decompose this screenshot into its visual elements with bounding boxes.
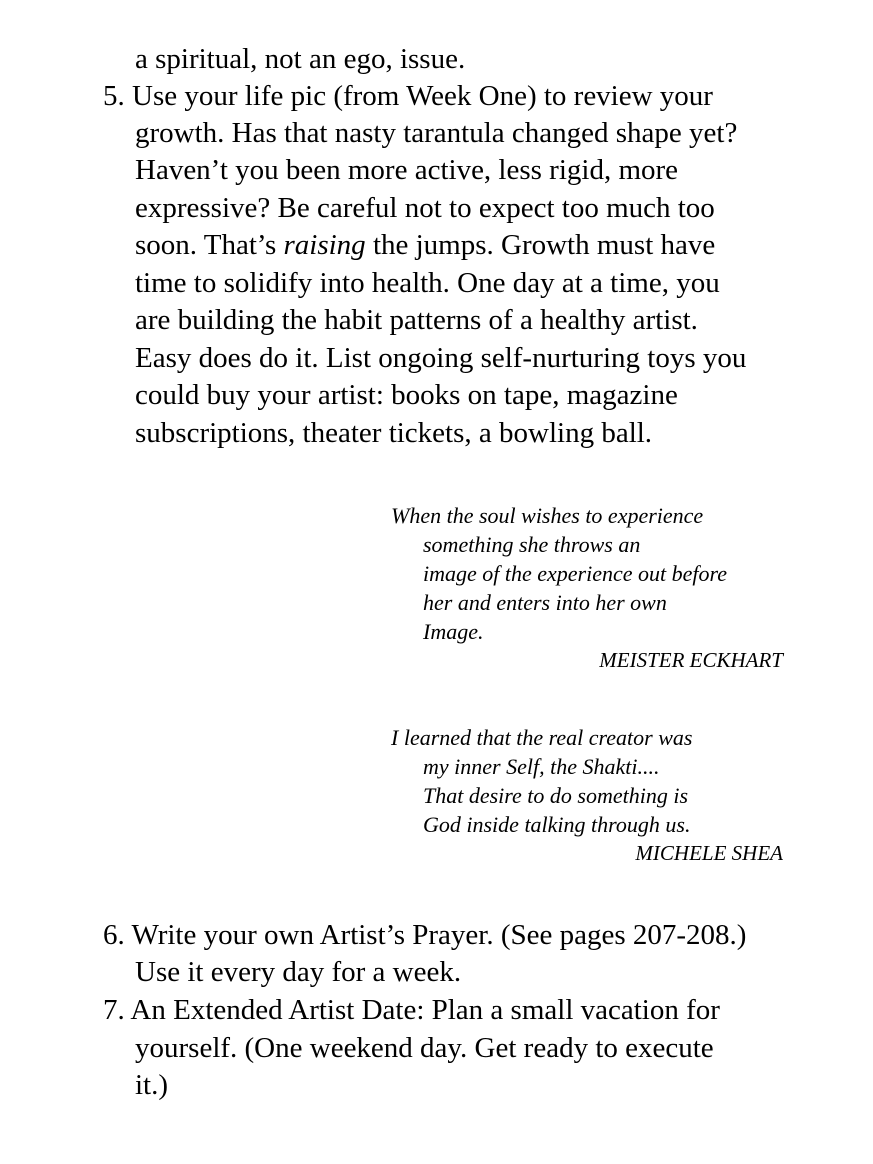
intro-line: a spiritual, not an ego, issue.	[135, 43, 466, 75]
task-number: 6.	[103, 919, 125, 951]
task-text: An Extended Artist Date: Plan a small vacation for	[130, 994, 720, 1026]
quote-line: I learned that the real creator was	[391, 725, 693, 750]
task-item-5-line-5	[135, 227, 715, 264]
quote-author: MICHELE SHEA	[635, 841, 783, 865]
task-item-7-line-2: yourself. (One weekend day. Get ready to execute	[135, 1032, 714, 1064]
task-number: 7.	[103, 994, 125, 1026]
task-item-5-line-4: expressive? Be careful not to expect too much too	[135, 192, 715, 224]
task-number: 5.	[103, 80, 125, 112]
task-item-7-line-3: it.)	[135, 1069, 169, 1101]
quote-line: my inner Self, the Shakti....	[423, 754, 660, 779]
quote-line: her and enters into her own	[423, 590, 667, 615]
task-item-5-line-9: could buy your artist: books on tape, magazine	[135, 379, 678, 411]
quote-line: image of the experience out before	[423, 561, 728, 586]
task-item-7-line-1	[103, 992, 720, 1029]
emphasized-word: raising	[283, 229, 366, 261]
quote-line: That desire to do something is	[423, 783, 689, 808]
task-item-5-line-1	[103, 78, 713, 115]
quote-author: MEISTER ECKHART	[599, 648, 783, 672]
quote-line: When the soul wishes to experience	[391, 503, 704, 528]
task-item-5-line-6: time to solidify into health. One day at a time, you	[135, 267, 720, 299]
task-item-5-line-3: Haven’t you been more active, less rigid, more	[135, 154, 679, 186]
task-item-5-line-10: subscriptions, theater tickets, a bowling ball.	[135, 417, 653, 449]
task-text: the jumps. Growth must have	[365, 229, 716, 261]
quote-line: Image.	[423, 619, 484, 644]
task-item-5-line-2: growth. Has that nasty tarantula changed shape yet?	[135, 117, 738, 149]
task-text: soon. That’s	[135, 229, 284, 261]
task-item-5-line-7: are building the habit patterns of a healthy artist.	[135, 304, 698, 336]
task-text: Write your own Artist’s Prayer. (See pages 207-208.)	[131, 919, 747, 951]
task-item-6-line-2: Use it every day for a week.	[135, 956, 462, 988]
quote-line: something she throws an	[423, 532, 641, 557]
task-item-6-line-1	[103, 917, 746, 954]
task-item-5-line-8: Easy does do it. List ongoing self-nurturing toys you	[135, 342, 747, 374]
task-text: Use your life pic (from Week One) to review your	[132, 80, 713, 112]
quote-line: God inside talking through us.	[423, 812, 691, 837]
